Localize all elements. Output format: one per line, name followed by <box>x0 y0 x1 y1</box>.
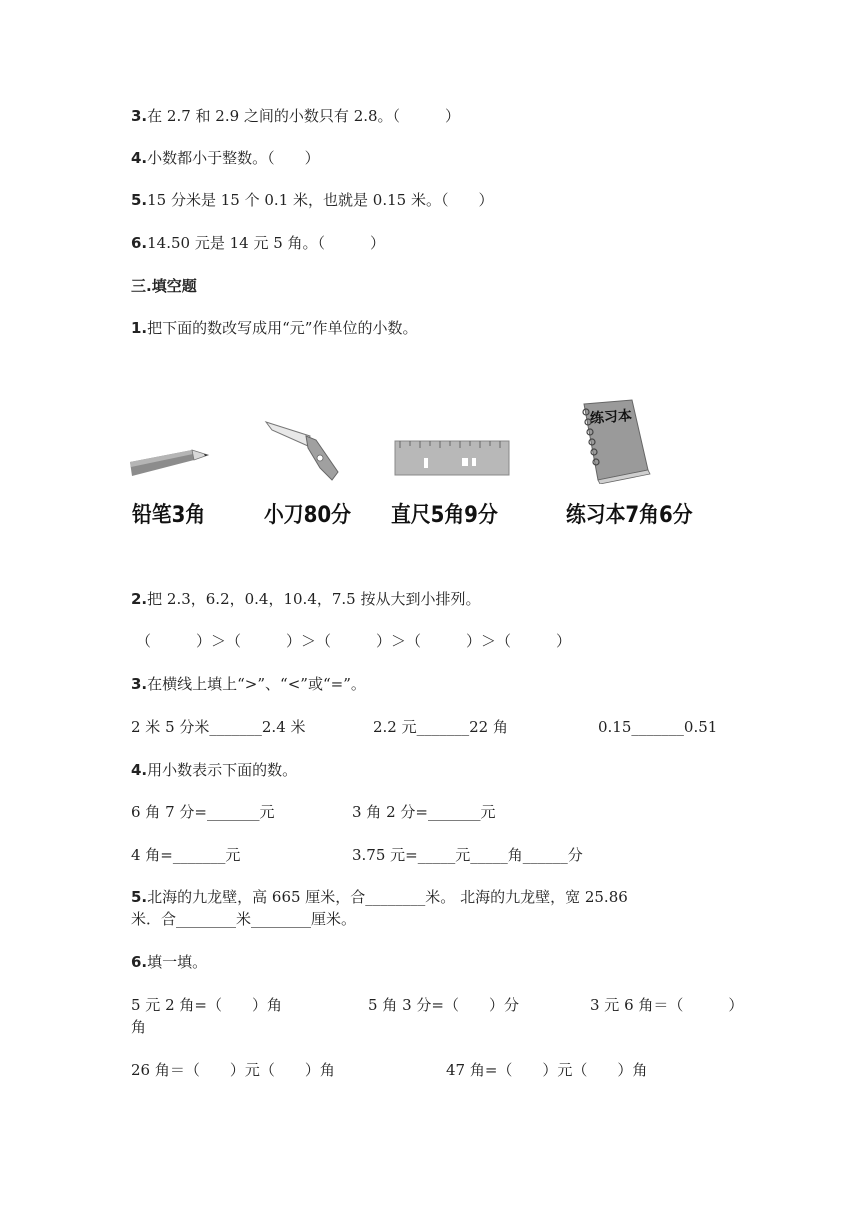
item-caption-ruler: 直尺5角9分 <box>391 503 498 528</box>
q4-row2-item2: 3.75 元=_____元_____角______分 <box>352 846 583 864</box>
question-2: 2.把 2.3，6.2，0.4，10.4，7.5 按从大到小排列。 <box>131 590 481 608</box>
question-5-line2: 米．合________米________厘米。 <box>131 910 357 928</box>
q6-row1-item3: 3 元 6 角＝（ ） <box>590 996 744 1014</box>
item-caption-pencil: 铅笔3角 <box>132 503 206 528</box>
q4-row2-item1: 4 角=_______元 <box>131 846 241 864</box>
judge-item-3: 3.在 2.7 和 2.9 之间的小数只有 2.8。（ ） <box>131 107 461 125</box>
pencil-icon <box>128 440 210 484</box>
q6-row2-item2: 47 角=（ ）元（ ）角 <box>446 1061 648 1079</box>
question-1: 1.把下面的数改写成用“元”作单位的小数。 <box>131 319 418 337</box>
item-caption-knife: 小刀80分 <box>264 503 351 528</box>
question-6: 6.填一填。 <box>131 953 208 971</box>
q3-part-3: 0.15_______0.51 <box>598 718 718 736</box>
judge-item-6: 6.14.50 元是 14 元 5 角。（ ） <box>131 234 386 252</box>
item-caption-notebook: 练习本7角6分 <box>566 503 693 528</box>
q6-row2-item1: 26 角＝（ ）元（ ）角 <box>131 1061 335 1079</box>
question-5: 5.北海的九龙壁，高 665 厘米，合________米。 北海的九龙壁，宽 25.86 <box>131 888 628 906</box>
q3-part-1: 2 米 5 分米_______2.4 米 <box>131 718 306 736</box>
judge-item-4: 4.小数都小于整数。（ ） <box>131 149 320 167</box>
question-4: 4.用小数表示下面的数。 <box>131 761 298 779</box>
ruler-icon <box>394 440 510 476</box>
notebook-icon <box>574 398 654 484</box>
q4-row1-item2: 3 角 2 分=_______元 <box>352 803 496 821</box>
knife-icon <box>262 416 344 486</box>
question-3: 3.在横线上填上“>”、“<”或“=”。 <box>131 675 366 693</box>
judge-item-5: 5.15 分米是 15 个 0.1 米，也就是 0.15 米。（ ） <box>131 191 494 209</box>
q3-part-2: 2.2 元_______22 角 <box>373 718 508 736</box>
q6-row1-item1: 5 元 2 角=（ ）角 <box>131 996 282 1014</box>
q4-row1-item1: 6 角 7 分=_______元 <box>131 803 275 821</box>
notebook-cover-text: 练习本 <box>589 408 633 427</box>
q6-row1-wrap: 角 <box>131 1018 147 1036</box>
question-2-answer-blanks: （ ）＞（ ）＞（ ）＞（ ）＞（ ） <box>136 632 572 650</box>
section-title: 三.填空题 <box>131 277 197 295</box>
q6-row1-item2: 5 角 3 分=（ ）分 <box>368 996 519 1014</box>
